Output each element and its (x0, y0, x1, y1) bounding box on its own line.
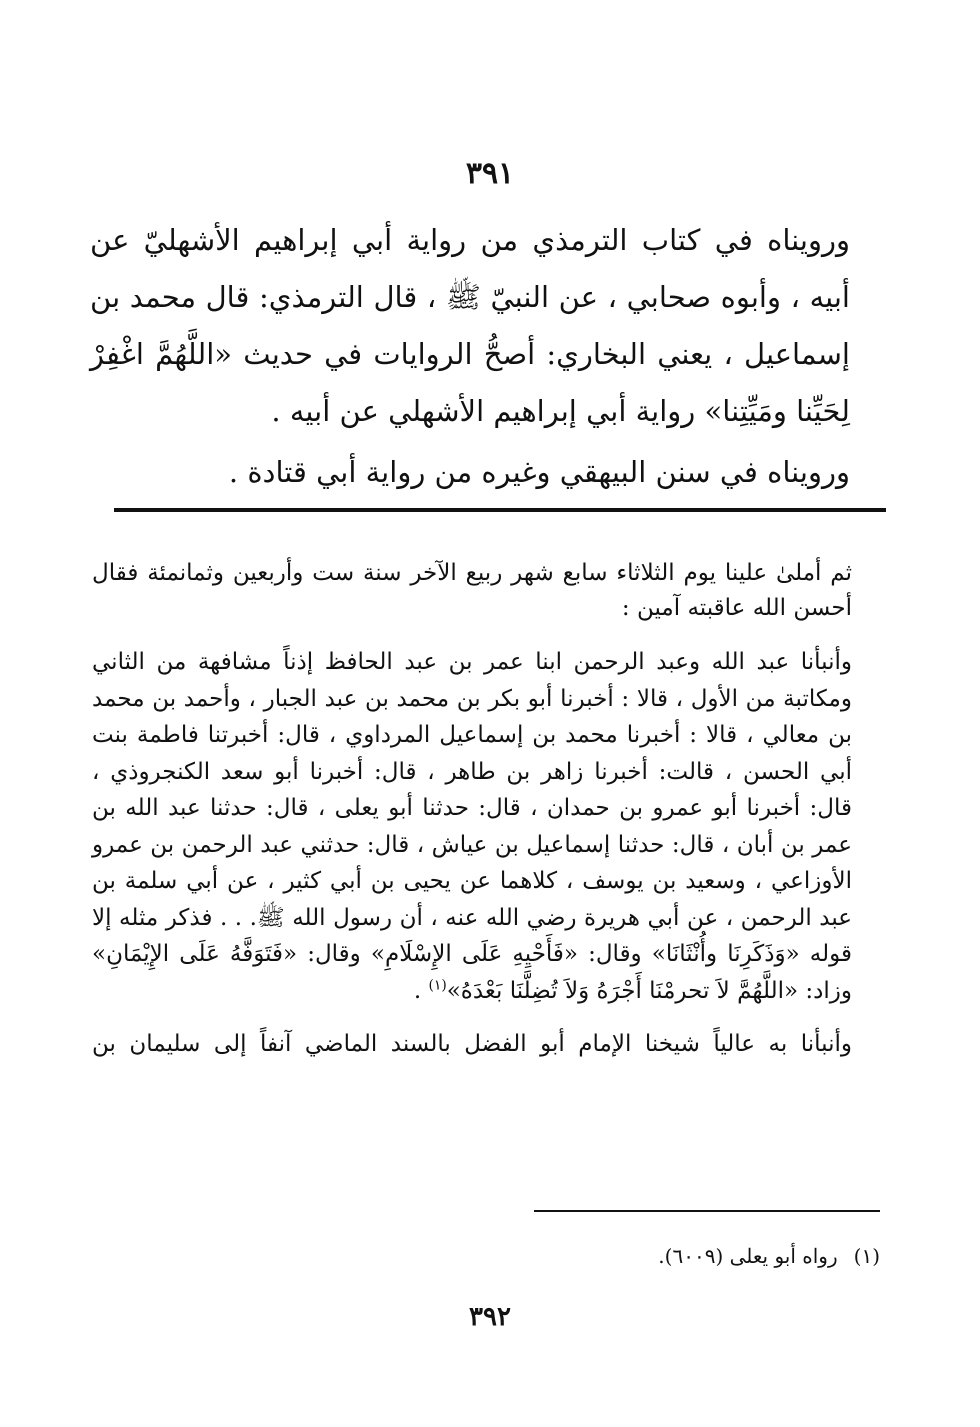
footnote-text: رواه أبو يعلى (٦٠٠٩). (658, 1244, 838, 1268)
footnote-separator (534, 1210, 880, 1212)
section-divider (114, 508, 886, 512)
main-paragraph-2-end: . (413, 977, 429, 1004)
footnote-mark: (١) (853, 1244, 880, 1268)
main-paragraph-2 (92, 644, 852, 1009)
footnote (100, 1240, 880, 1272)
quote-paragraph-2: ورويناه في سنن البيهقي وغيره من رواية أبي قتادة . (228, 455, 850, 489)
page-number-top: ٣٩١ (465, 156, 515, 191)
quoted-section (90, 212, 850, 501)
main-text-body (92, 556, 852, 1062)
main-paragraph-3: وأنبأنا به عالياً شيخنا الإمام أبو الفضل بالسند الماضي آنفاً إلى سليمان بن (92, 1031, 852, 1057)
main-paragraph-1: ثم أملىٰ علينا يوم الثلاثاء سابع شهر ربيع الآخر سنة ست وأربعين وثمانمئة فقال أحسن الله عاقبته آمين : (92, 560, 852, 621)
page-number-bottom: ٣٩٢ (469, 1302, 511, 1332)
main-paragraph-2-text: وأنبأنا عبد الله وعبد الرحمن ابنا عمر بن عبد الحافظ إذناً مشافهة من الثاني ومكاتبة من الأول ، قالا : أخبرنا أبو بكر بن محمد بن عبد الجبار ، وأحمد بن محمد بن معالي ، قالا : أخبرنا محمد بن إسماعيل المرداوي ، قال: أخبرتنا فاطمة بنت أبي الحسن ، قالت: أخبرنا زاهر بن طاهر ، قال: أخبرنا أبو سعد الكنجروذي ، قال: أخبرنا أبو عمرو بن حمدان ، قال: حدثنا أبو يعلى ، قال: حدثنا عبد الله بن عمر بن أبان ، قال: حدثنا إسماعيل بن عياش ، قال: حدثني عبد الرحمن بن عمرو الأوزاعي ، وسعيد بن يوسف ، كلاهما عن يحيى بن أبي كثير ، عن أبي سلمة بن عبد الرحمن ، عن أبي هريرة رضي الله عنه ، أن رسول الله ﷺ. . . فذكر مثله إلا قوله «وَذَكَرِنَا وأُنْثَانَا» وقال: «فَأَحْيِهِ عَلَى الإِسْلَامِ» وقال: «فَتَوَفَّهُ عَلَى الإِيْمَانِ» وزاد: «اللَّهُمَّ لاَ تحرمْنَا أَجْرَهُ وَلاَ تُضِلَّنَا بَعْدَهُ» (92, 649, 852, 1004)
footnote-reference: (١) (428, 976, 447, 993)
quote-paragraph-1: ورويناه في كتاب الترمذي من رواية أبي إبراهيم الأشهليّ عن أبيه ، وأبوه صحابي ، عن النبيّ ﷺ ، قال الترمذي: قال محمد بن إسماعيل ، يعني البخاري: أصحُّ الروايات في حديث «اللَّهُمَّ اغْفِرْ لِحَيِّنا ومَيِّتِنا» رواية أبي إبراهيم الأشهلي عن أبيه . (90, 223, 850, 428)
